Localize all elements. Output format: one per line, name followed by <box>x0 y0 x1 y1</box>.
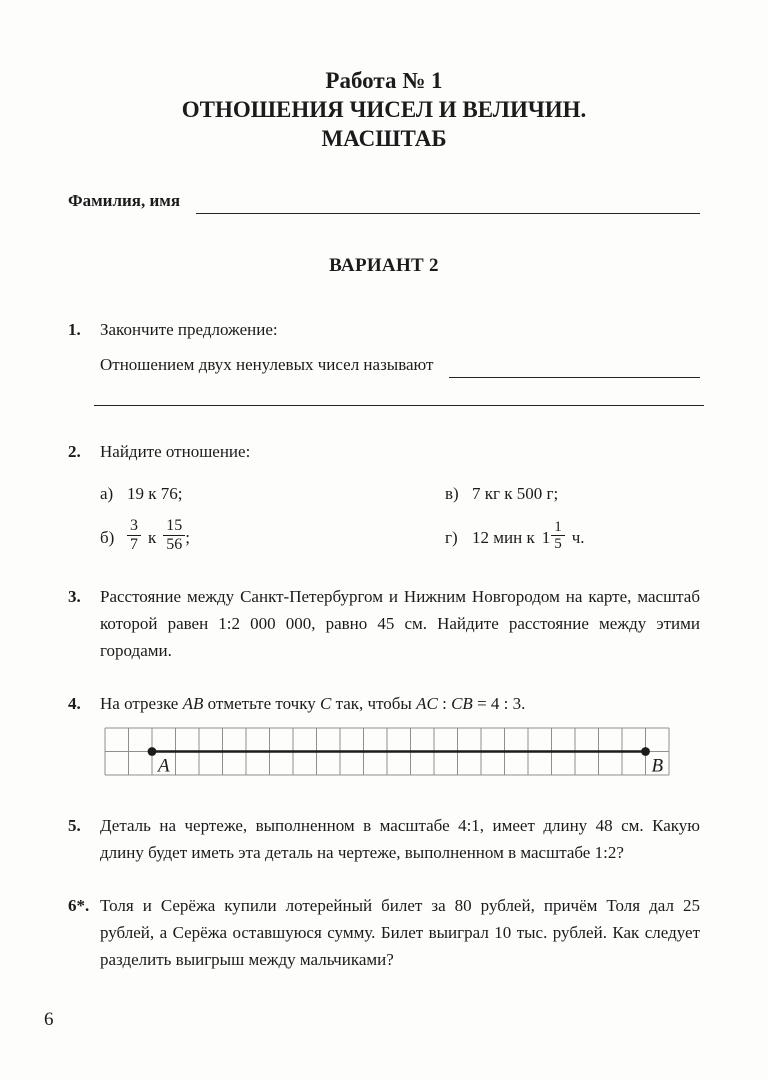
segment-ab-label: AB <box>182 694 204 713</box>
question-1-sentence-row <box>100 351 700 378</box>
item-g <box>445 520 700 555</box>
question-2-number: 2. <box>68 442 81 461</box>
item-a-text: 19 к 76; <box>127 484 183 503</box>
point-c-label: C <box>319 694 332 713</box>
item-b-label: б) <box>100 528 115 547</box>
question-4-number: 4. <box>68 694 81 713</box>
fraction-1-5-numerator: 1 <box>551 520 565 536</box>
fraction-1-5-denominator: 5 <box>554 536 562 552</box>
segment-cb-label: CB <box>451 694 473 713</box>
fraction-15-56-denominator: 56 <box>166 536 183 553</box>
fraction-1-5 <box>551 520 565 551</box>
svg-text:B: B <box>651 755 664 776</box>
question-1-sentence: Отношением двух ненулевых чисел называют <box>100 355 434 374</box>
question-5-number: 5. <box>68 816 81 835</box>
item-g-label: г) <box>445 528 458 547</box>
question-5 <box>68 812 700 866</box>
item-g-prefix: 12 мин к <box>472 528 535 547</box>
q4-text-part: так, чтобы <box>331 694 417 713</box>
item-b <box>100 517 445 555</box>
item-v-label: в) <box>445 484 459 503</box>
fraction-3-7 <box>127 518 141 553</box>
topic-title-line1: ОТНОШЕНИЯ ЧИСЕЛ И ВЕЛИЧИН. <box>181 97 587 122</box>
item-b-connector: к <box>148 528 157 547</box>
question-4 <box>68 690 700 784</box>
question-1 <box>68 316 700 406</box>
fraction-15-56 <box>163 518 185 553</box>
item-v-text: 7 кг к 500 г; <box>472 484 559 503</box>
question-6-text: Толя и Серёжа купили лотерейный билет за 80 рублей, причём Толя дал 25 рублей, а Серёжа оставшуюся сумму. Билет выиграл 10 тыс. рублей. Как следует разделить выигрыш между мальчиками? <box>100 896 700 969</box>
question-1-answer-line <box>94 378 704 406</box>
question-2 <box>68 438 700 555</box>
variant-heading: ВАРИАНТ 2 <box>329 255 439 276</box>
question-2-row-2 <box>100 507 700 555</box>
question-3 <box>68 583 700 664</box>
question-6-number: 6*. <box>68 896 90 915</box>
q4-text-part: На отрезке <box>100 694 183 713</box>
q4-text-part: : <box>437 694 452 713</box>
item-v <box>445 480 700 507</box>
name-label: Фамилия, имя <box>68 191 181 210</box>
segment-ab-figure <box>104 727 700 784</box>
question-4-text <box>100 690 700 717</box>
fraction-3-7-denominator: 7 <box>130 536 138 553</box>
topic-title-line2: МАСШТАБ <box>321 126 447 151</box>
question-6 <box>68 892 700 973</box>
question-3-text: Расстояние между Санкт-Петербургом и Нижним Новгородом на карте, масштаб которой равен 1:2 000 000, равно 45 см. Найдите расстояние между этими городами. <box>100 587 700 660</box>
worksheet-header <box>68 66 700 153</box>
question-1-blank-line <box>449 358 700 378</box>
mixed-number-1-1-5 <box>541 519 565 553</box>
fraction-15-56-numerator: 15 <box>163 518 185 536</box>
work-number-title: Работа № 1 <box>325 68 443 93</box>
page-number: 6 <box>44 1009 54 1030</box>
q4-text-part: = 4 : 3. <box>472 694 526 713</box>
mixed-whole: 1 <box>541 528 551 547</box>
question-1-intro: Закончите предложение: <box>100 320 278 339</box>
name-row <box>68 187 700 214</box>
item-a-label: а) <box>100 484 114 503</box>
question-5-text: Деталь на чертеже, выполненном в масштабе 4:1, имеет длину 48 см. Какую длину будет иметь эта деталь на чертеже, выполненном в масштабе 1:2? <box>100 816 700 862</box>
svg-text:A: A <box>158 755 170 776</box>
question-1-number: 1. <box>68 320 81 339</box>
question-2-row-1 <box>100 467 700 507</box>
question-2-intro: Найдите отношение: <box>100 442 251 461</box>
name-blank-line <box>196 194 700 214</box>
item-a <box>100 480 445 507</box>
segment-ac-label: AC <box>416 694 438 713</box>
item-b-suffix: ; <box>185 528 190 547</box>
question-2-items <box>100 467 700 555</box>
fraction-3-7-numerator: 3 <box>127 518 141 536</box>
item-g-suffix: ч. <box>571 528 585 547</box>
q4-text-part: отметьте точку <box>203 694 320 713</box>
question-3-number: 3. <box>68 587 81 606</box>
